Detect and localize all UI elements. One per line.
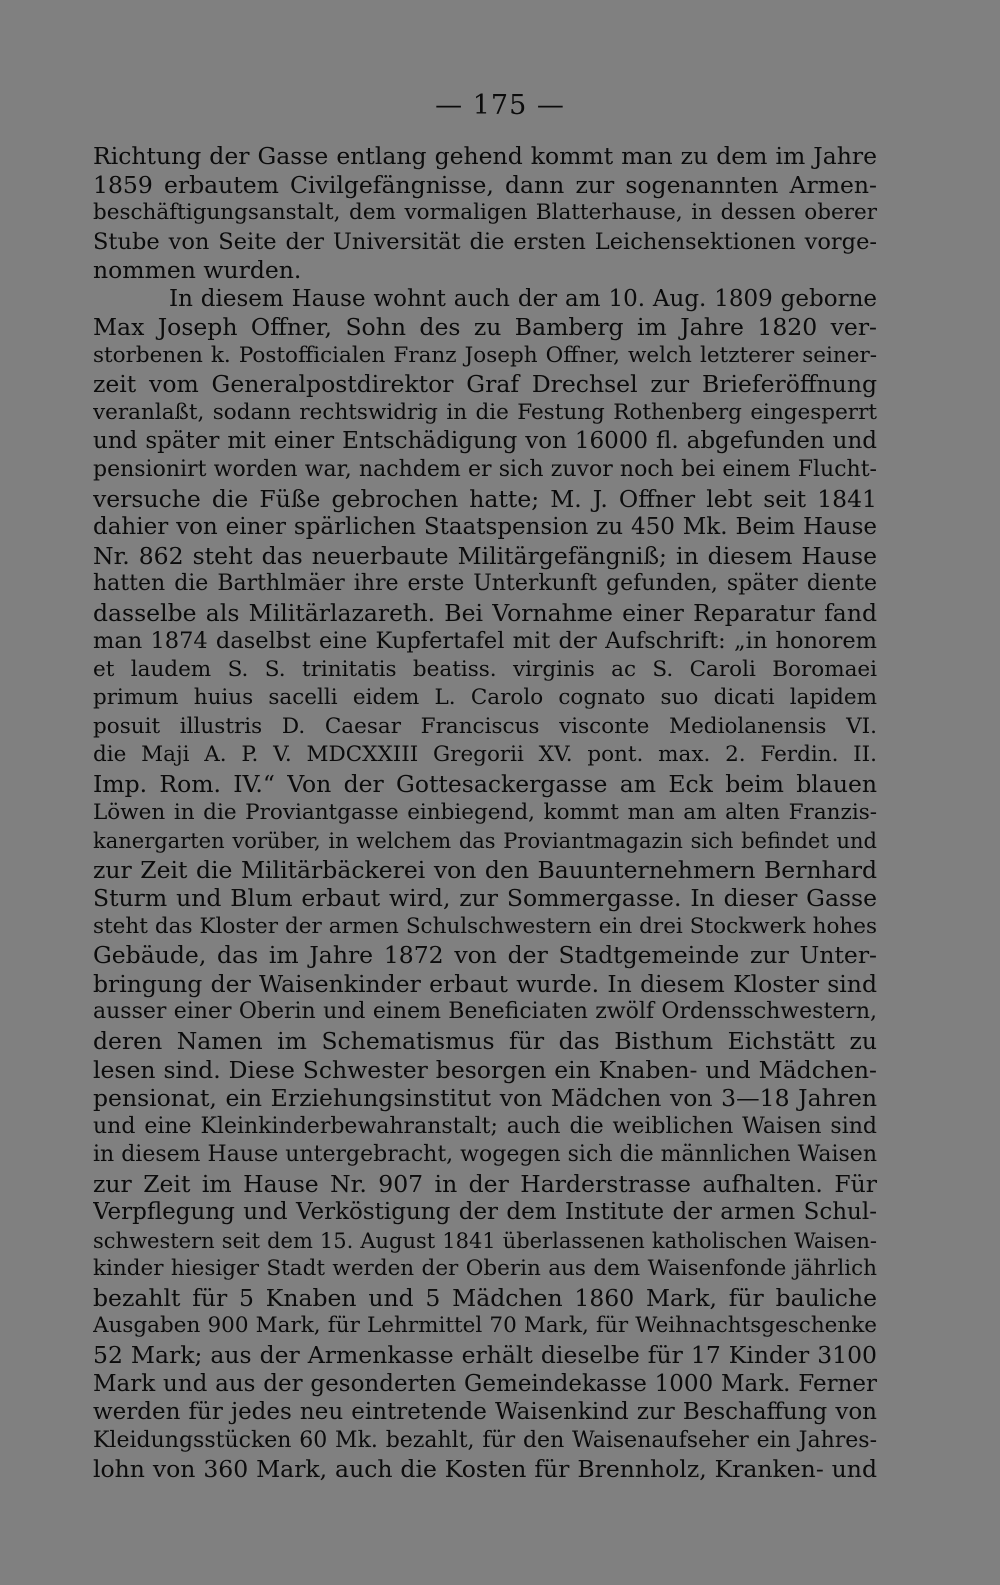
- text-line: veranlaßt, sodann rechtswidrig in die Festung Rothenberg eingesperrt: [93, 399, 877, 425]
- text-line: Mark und aus der gesonderten Gemeindekasse 1000 Mark. Ferner: [93, 1370, 877, 1397]
- text-line: zeit vom Generalpostdirektor Graf Drechsel zur Brieferöffnung: [93, 370, 877, 399]
- text-line: et laudem S. S. trinitatis beatiss. virginis ac S. Caroli Boromaei: [93, 656, 877, 682]
- text-line: ausser einer Oberin und einem Beneficiaten zwölf Ordensschwestern,: [93, 999, 877, 1025]
- text-line: dahier von einer spärlichen Staatspension zu 450 Mk. Beim Hause: [93, 514, 877, 541]
- text-line: schwestern seit dem 15. August 1841 überlassenen katholischen Waisen-: [93, 1228, 877, 1253]
- text-line: in diesem Hause untergebracht, wogegen sich die männlichen Waisen: [93, 1142, 877, 1168]
- text-line: pensionat, ein Erziehungsinstitut von Mädchen von 3—18 Jahren: [93, 1084, 877, 1113]
- text-line: lesen sind. Diese Schwester besorgen ein Knaben- und Mädchen-: [93, 1055, 877, 1084]
- text-line: Richtung der Gasse entlang gehend kommt man zu dem im Jahre: [93, 142, 877, 170]
- text-line: hatten die Barthlmäer ihre erste Unterkunft gefunden, später diente: [93, 571, 877, 597]
- text-line: storbenen k. Postofficialen Franz Joseph Offner, welch letzterer seiner-: [93, 342, 877, 368]
- text-line: pensionirt worden war, nachdem er sich zuvor noch bei einem Flucht-: [93, 457, 877, 483]
- book-page: [93, 86, 877, 1484]
- text-line: Kleidungsstücken 60 Mk. bezahlt, für den Waisenaufseher ein Jahres-: [93, 1427, 877, 1453]
- text-line: versuche die Füße gebrochen hatte; M. J. Offner lebt seit 1841: [93, 484, 877, 513]
- text-line: die Maji A. P. V. MDCXXIII Gregorii XV. pont. max. 2. Ferdin. II.: [93, 742, 877, 768]
- text-line: Verpflegung und Verköstigung der dem Institute der armen Schul-: [93, 1199, 877, 1226]
- text-line: Stube von Seite der Universität die ersten Leichensektionen vorge-: [93, 228, 877, 255]
- text-line: 1859 erbautem Civilgefängnisse, dann zur sogenannten Armen-: [93, 170, 877, 199]
- text-line: bezahlt für 5 Knaben und 5 Mädchen 1860 Mark, für bauliche: [93, 1283, 877, 1312]
- text-line: Löwen in die Proviantgasse einbiegend, kommt man am alten Franzis-: [93, 799, 877, 825]
- text-line: nommen wurden.: [93, 256, 302, 285]
- text-line: In diesem Hause wohnt auch der am 10. Aug. 1809 geborne: [169, 285, 877, 312]
- text-line: Max Joseph Offner, Sohn des zu Bamberg im Jahre 1820 ver-: [93, 313, 877, 342]
- text-line: deren Namen im Schematismus für das Bisthum Eichstätt zu: [93, 1026, 877, 1055]
- text-line: 52 Mark; aus der Armenkasse erhält dieselbe für 17 Kinder 3100: [93, 1340, 877, 1369]
- text-line: bringung der Waisenkinder erbaut wurde. In diesem Kloster sind: [93, 969, 877, 998]
- text-line: kinder hiesiger Stadt werden der Oberin aus dem Waisenfonde jährlich: [93, 1256, 877, 1282]
- text-line: werden für jedes neu eintretende Waisenkind zur Beschaffung von: [93, 1399, 877, 1426]
- text-line: kanergarten vorüber, in welchem das Proviantmagazin sich befindet und: [93, 829, 877, 854]
- text-line: dasselbe als Militärlazareth. Bei Vornahme einer Reparatur fand: [93, 598, 877, 627]
- text-line: und später mit einer Entschädigung von 16000 fl. abgefunden und: [93, 428, 877, 455]
- body-text: [93, 142, 877, 1484]
- text-line: beschäftigungsanstalt, dem vormaligen Blatterhause, in dessen oberer: [93, 200, 877, 226]
- text-line: posuit illustris D. Caesar Franciscus visconte Mediolanensis VI.: [93, 713, 877, 739]
- text-line: Imp. Rom. IV.“ Von der Gottesackergasse am Eck beim blauen: [93, 770, 877, 799]
- text-line: steht das Kloster der armen Schulschwestern ein drei Stockwerk hohes: [93, 913, 877, 939]
- text-line: zur Zeit die Militärbäckerei von den Bauunternehmern Bernhard: [93, 855, 877, 884]
- text-line: man 1874 daselbst eine Kupfertafel mit der Aufschrift: „in honorem: [93, 628, 877, 655]
- text-line: Nr. 862 steht das neuerbaute Militärgefängniß; in diesem Hause: [93, 541, 877, 570]
- text-line: primum huius sacelli eidem L. Carolo cognato suo dicati lapidem: [93, 685, 877, 711]
- text-line: lohn von 360 Mark, auch die Kosten für Brennholz, Kranken- und: [93, 1455, 877, 1484]
- page-number: — 175 —: [435, 90, 565, 121]
- text-line: und eine Kleinkinderbewahranstalt; auch die weiblichen Waisen sind: [93, 1113, 877, 1139]
- text-line: Sturm und Blum erbaut wird, zur Sommergasse. In dieser Gasse: [93, 884, 877, 913]
- text-line: Ausgaben 900 Mark, für Lehrmittel 70 Mark, für Weihnachtsgeschenke: [93, 1313, 877, 1339]
- text-line: Gebäude, das im Jahre 1872 von der Stadtgemeinde zur Unter-: [93, 941, 877, 970]
- text-line: zur Zeit im Hause Nr. 907 in der Harderstrasse aufhalten. Für: [93, 1169, 877, 1198]
